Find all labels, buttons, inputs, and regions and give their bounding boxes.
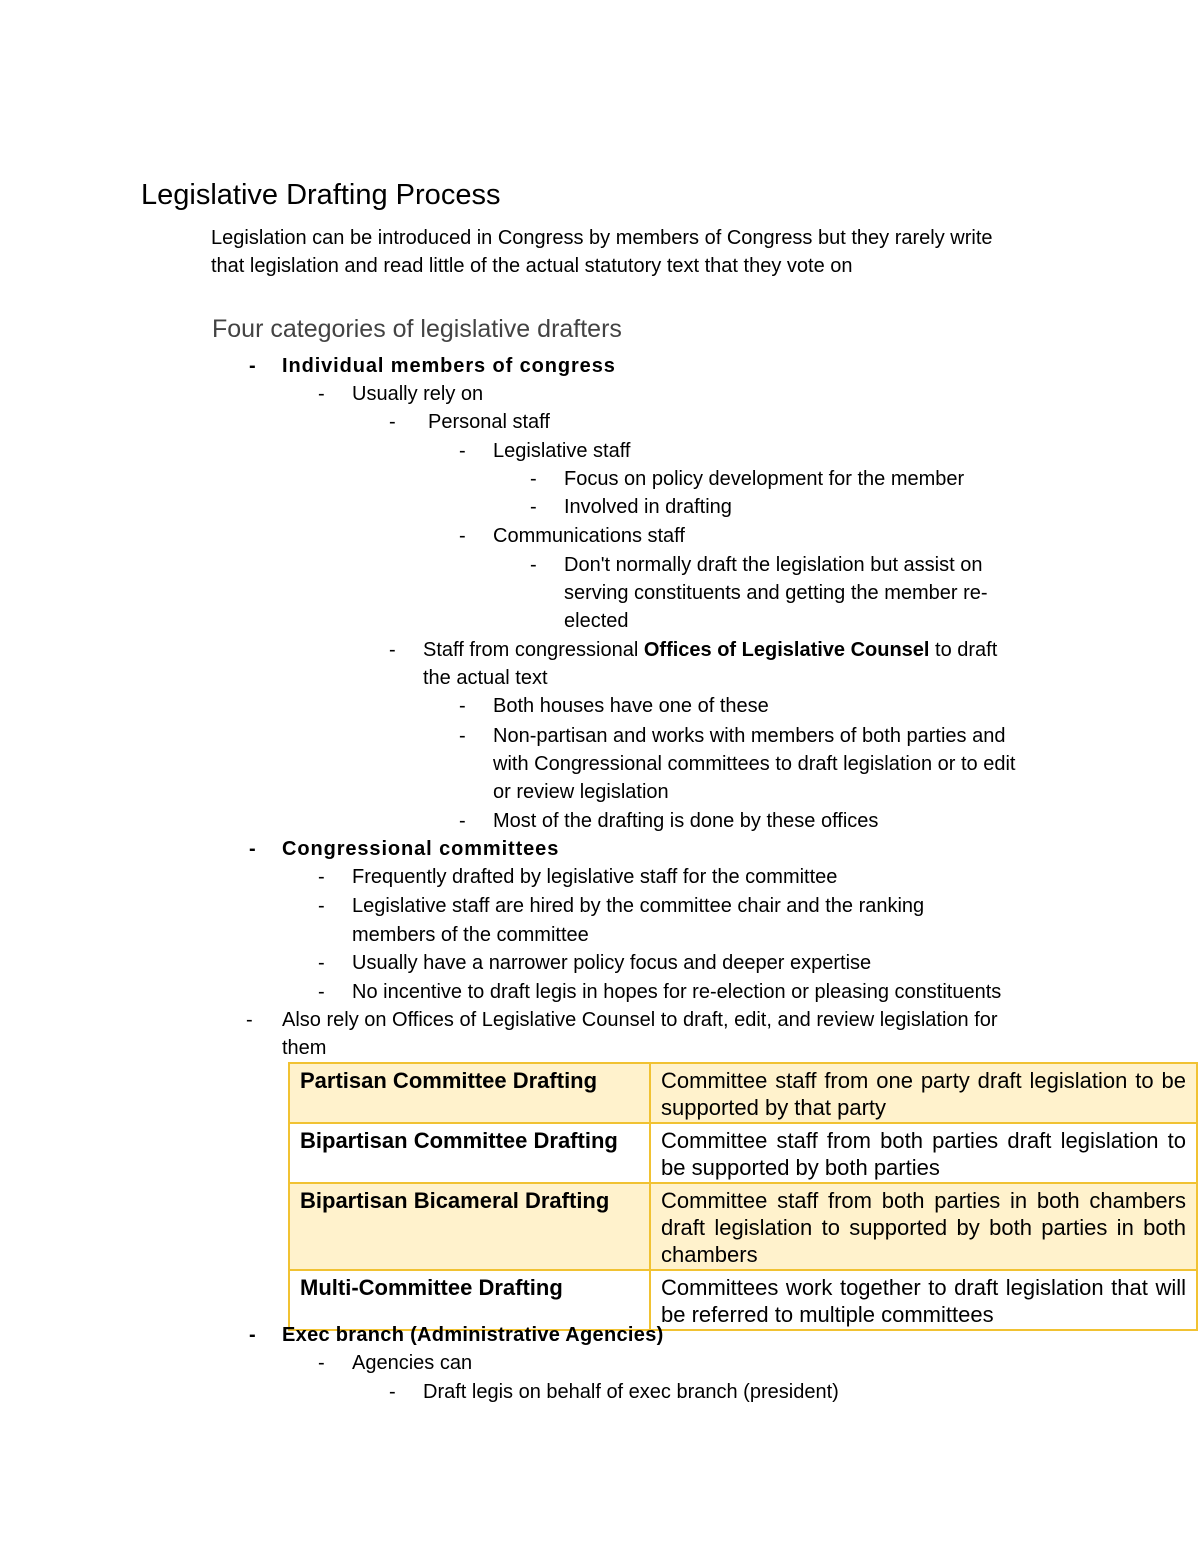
- bullet-dash: -: [318, 1352, 325, 1374]
- table-row: [289, 1123, 1197, 1183]
- bullet-dash: -: [318, 981, 325, 1003]
- list-item-continued: members of the committee: [352, 924, 589, 946]
- list-item: Don't normally draft the legislation but assist on: [564, 554, 983, 576]
- bullet-dash: -: [249, 355, 257, 377]
- category-individual-members: Individual members of congress: [282, 355, 616, 377]
- table-row: [289, 1063, 1197, 1123]
- bullet-dash: -: [246, 1009, 253, 1031]
- list-item-continued: elected: [564, 610, 629, 632]
- text-run: to draft: [929, 639, 998, 661]
- list-item-continued: the actual text: [423, 667, 548, 689]
- bullet-dash: -: [318, 952, 325, 974]
- list-item: Non-partisan and works with members of both parties and: [493, 725, 1006, 747]
- list-item: Both houses have one of these: [493, 695, 769, 717]
- list-item: No incentive to draft legis in hopes for re-election or pleasing constituents: [352, 981, 1002, 1003]
- bullet-dash: -: [459, 440, 466, 462]
- table-description-cell: Committee staff from one party draft legislation to be supported by that party: [650, 1063, 1197, 1123]
- list-item: Agencies can: [352, 1352, 473, 1374]
- bullet-dash: -: [530, 554, 537, 576]
- list-item-continued: or review legislation: [493, 781, 669, 803]
- list-item: Personal staff: [428, 411, 550, 433]
- table-description-cell: Committee staff from both parties in both chambers draft legislation to supported by both parties in both chambers: [650, 1183, 1197, 1270]
- list-item: Focus on policy development for the member: [564, 468, 965, 490]
- table-description-cell: Committees work together to draft legislation that will be referred to multiple committees: [650, 1270, 1197, 1330]
- bullet-dash: -: [530, 496, 537, 518]
- intro-line-1: Legislation can be introduced in Congress by members of Congress but they rarely write: [211, 227, 993, 249]
- bullet-dash: -: [459, 810, 466, 832]
- drafting-types-table: [288, 1062, 1198, 1331]
- list-item: Usually rely on: [352, 383, 484, 405]
- list-item: [423, 638, 997, 662]
- bullet-dash: -: [318, 866, 325, 888]
- bullet-dash: -: [249, 1324, 257, 1346]
- bullet-dash: -: [459, 725, 466, 747]
- text-run: Staff from congressional: [423, 639, 644, 661]
- bullet-dash: -: [249, 838, 257, 860]
- list-item-continued: them: [282, 1037, 327, 1059]
- offices-of-legislative-counsel: Offices of Legislative Counsel: [643, 639, 930, 661]
- list-item: Usually have a narrower policy focus and deeper expertise: [352, 952, 872, 974]
- list-item: Legislative staff: [493, 440, 631, 462]
- table-term-cell: Multi-Committee Drafting: [289, 1270, 650, 1330]
- bullet-dash: -: [530, 468, 537, 490]
- bullet-dash: -: [389, 1381, 396, 1403]
- category-exec-branch: Exec branch (Administrative Agencies): [282, 1324, 664, 1346]
- intro-line-2: that legislation and read little of the actual statutory text that they vote on: [211, 255, 853, 277]
- list-item: Communications staff: [493, 525, 685, 547]
- section-heading: Four categories of legislative drafters: [212, 315, 622, 343]
- list-item: Also rely on Offices of Legislative Counsel to draft, edit, and review legislation for: [282, 1009, 998, 1031]
- bullet-dash: -: [389, 639, 396, 661]
- list-item-continued: serving constituents and getting the member re-: [564, 582, 988, 604]
- bullet-dash: -: [318, 895, 325, 917]
- list-item: Involved in drafting: [564, 496, 732, 518]
- table-description-cell: Committee staff from both parties draft legislation to be supported by both parties: [650, 1123, 1197, 1183]
- bullet-dash: -: [459, 525, 466, 547]
- table-term-cell: Bipartisan Committee Drafting: [289, 1123, 650, 1183]
- document-title: Legislative Drafting Process: [141, 179, 501, 211]
- list-item-continued: with Congressional committees to draft legislation or to edit: [493, 753, 1016, 775]
- list-item: Most of the drafting is done by these offices: [493, 810, 879, 832]
- list-item: Frequently drafted by legislative staff for the committee: [352, 866, 838, 888]
- bullet-dash: -: [389, 411, 396, 433]
- table-term-cell: Partisan Committee Drafting: [289, 1063, 650, 1123]
- list-item: Legislative staff are hired by the committee chair and the ranking: [352, 895, 925, 917]
- table-row: [289, 1270, 1197, 1330]
- bullet-dash: -: [318, 383, 325, 405]
- bullet-dash: -: [459, 695, 466, 717]
- list-item: Draft legis on behalf of exec branch (president): [423, 1381, 839, 1403]
- table-row: [289, 1183, 1197, 1270]
- table-term-cell: Bipartisan Bicameral Drafting: [289, 1183, 650, 1270]
- category-congressional-committees: Congressional committees: [282, 838, 560, 860]
